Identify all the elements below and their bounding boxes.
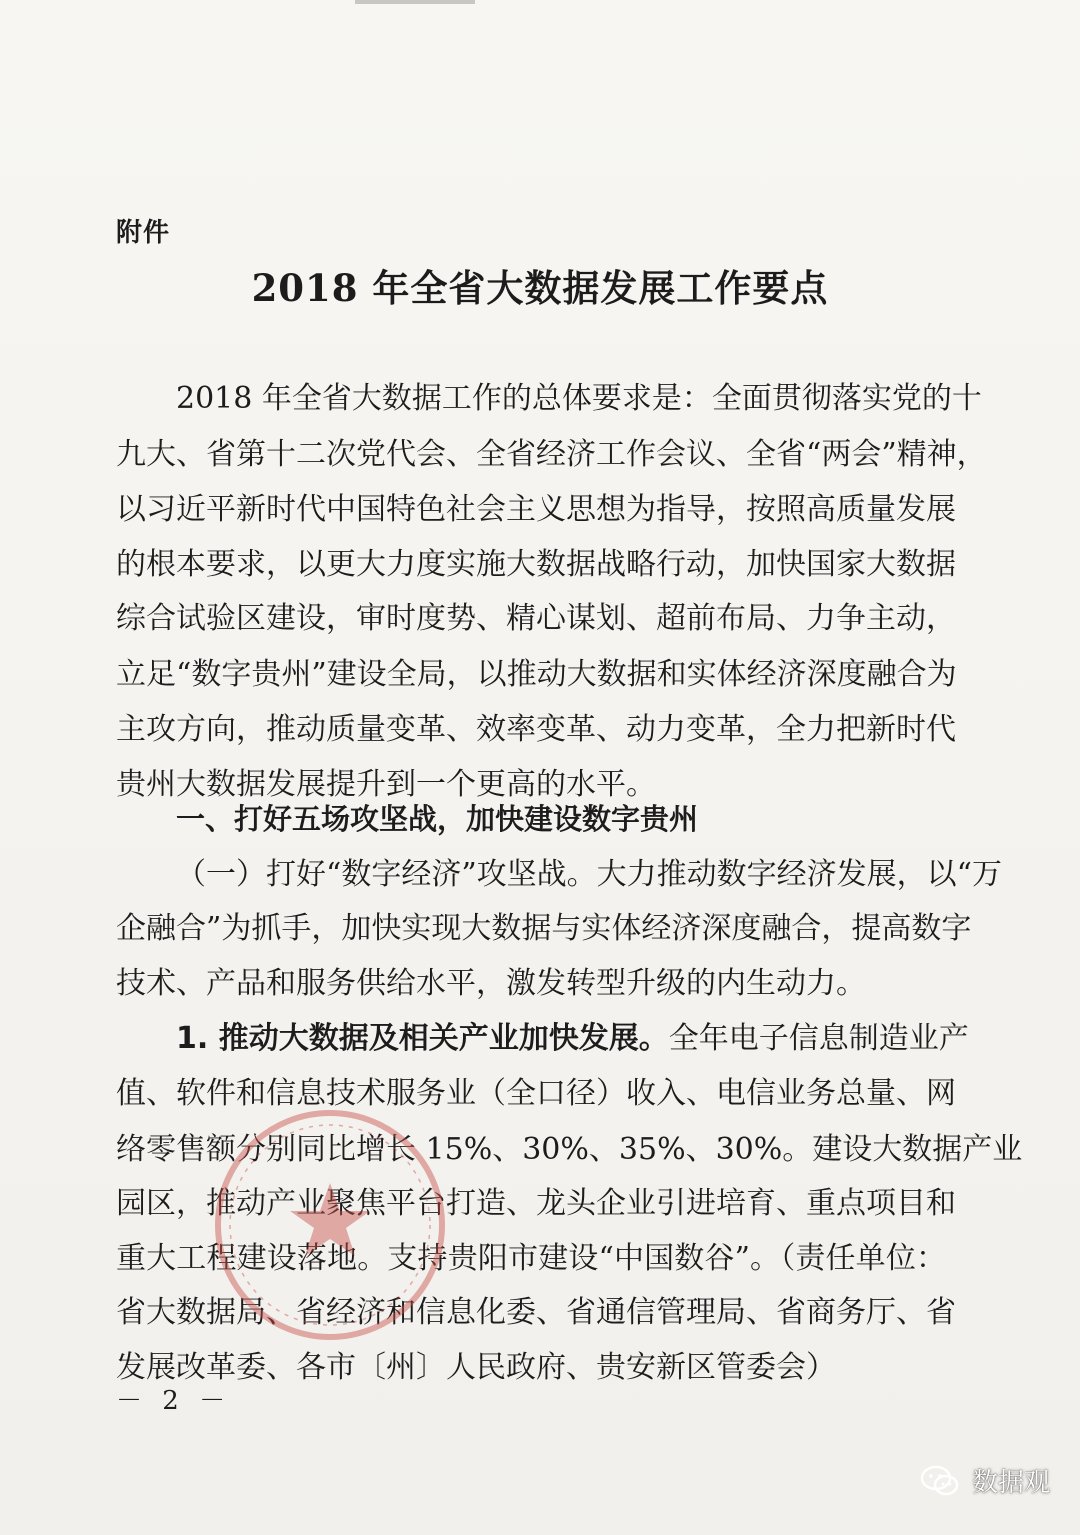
document-title: 2018 年全省大数据发展工作要点 — [251, 266, 829, 310]
paragraph-line: 值、软件和信息技术服务业（全口径）收入、电信业务总量、网 — [116, 1076, 956, 1111]
paragraph-line: 九大、省第十二次党代会、全省经济工作会议、全省“两会”精神， — [116, 437, 987, 472]
paragraph-line: 2018 年全省大数据工作的总体要求是：全面贯彻落实党的十 — [176, 381, 982, 416]
item-text: 全年电子信息制造业产 — [668, 1021, 969, 1056]
watermark-label: 数据观 — [971, 1468, 1050, 1498]
page-number: － 2 － — [116, 1386, 232, 1416]
paragraph-line: 省大数据局、省经济和信息化委、省通信管理局、省商务厅、省 — [116, 1295, 956, 1330]
paragraph-line: （一）打好“数字经济”攻坚战。大力推动数字经济发展，以“万 — [176, 857, 1003, 892]
wechat-icon — [920, 1464, 960, 1498]
paragraph-line: 主攻方向，推动质量变革、效率变革、动力变革，全力把新时代 — [116, 712, 956, 747]
item-first-line — [176, 1021, 969, 1056]
paragraph-line: 园区，推动产业聚焦平台打造、龙头企业引进培育、重点项目和 — [116, 1186, 956, 1221]
paragraph-line: 络零售额分别同比增长 15%、30%、35%、30%。建设大数据产业 — [116, 1132, 1023, 1167]
paragraph-line: 企融合”为抓手，加快实现大数据与实体经济深度融合，提高数字 — [116, 911, 972, 946]
paragraph-line: 发展改革委、各市〔州〕人民政府、贵安新区管委会） — [116, 1350, 836, 1385]
paragraph-line: 立足“数字贵州”建设全局，以推动大数据和实体经济深度融合为 — [116, 657, 957, 692]
paragraph-line: 重大工程建设落地。支持贵阳市建设“中国数谷”。（责任单位： — [116, 1241, 946, 1276]
item-heading: 1. 推动大数据及相关产业加快发展。 — [176, 1021, 669, 1056]
official-seal-icon — [210, 1105, 450, 1345]
scan-mark — [355, 0, 475, 4]
paragraph-line: 技术、产品和服务供给水平，激发转型升级的内生动力。 — [116, 966, 866, 1001]
paragraph-line: 以习近平新时代中国特色社会主义思想为指导，按照高质量发展 — [116, 492, 956, 527]
paragraph-line: 综合试验区建设，审时度势、精心谋划、超前布局、力争主动， — [116, 601, 956, 636]
attachment-label: 附件 — [116, 218, 171, 248]
watermark — [920, 1462, 1050, 1499]
paragraph-line: 的根本要求，以更大力度实施大数据战略行动，加快国家大数据 — [116, 547, 956, 582]
paragraph-line: 贵州大数据发展提升到一个更高的水平。 — [116, 767, 656, 802]
section-heading: 一、打好五场攻坚战，加快建设数字贵州 — [176, 802, 699, 836]
